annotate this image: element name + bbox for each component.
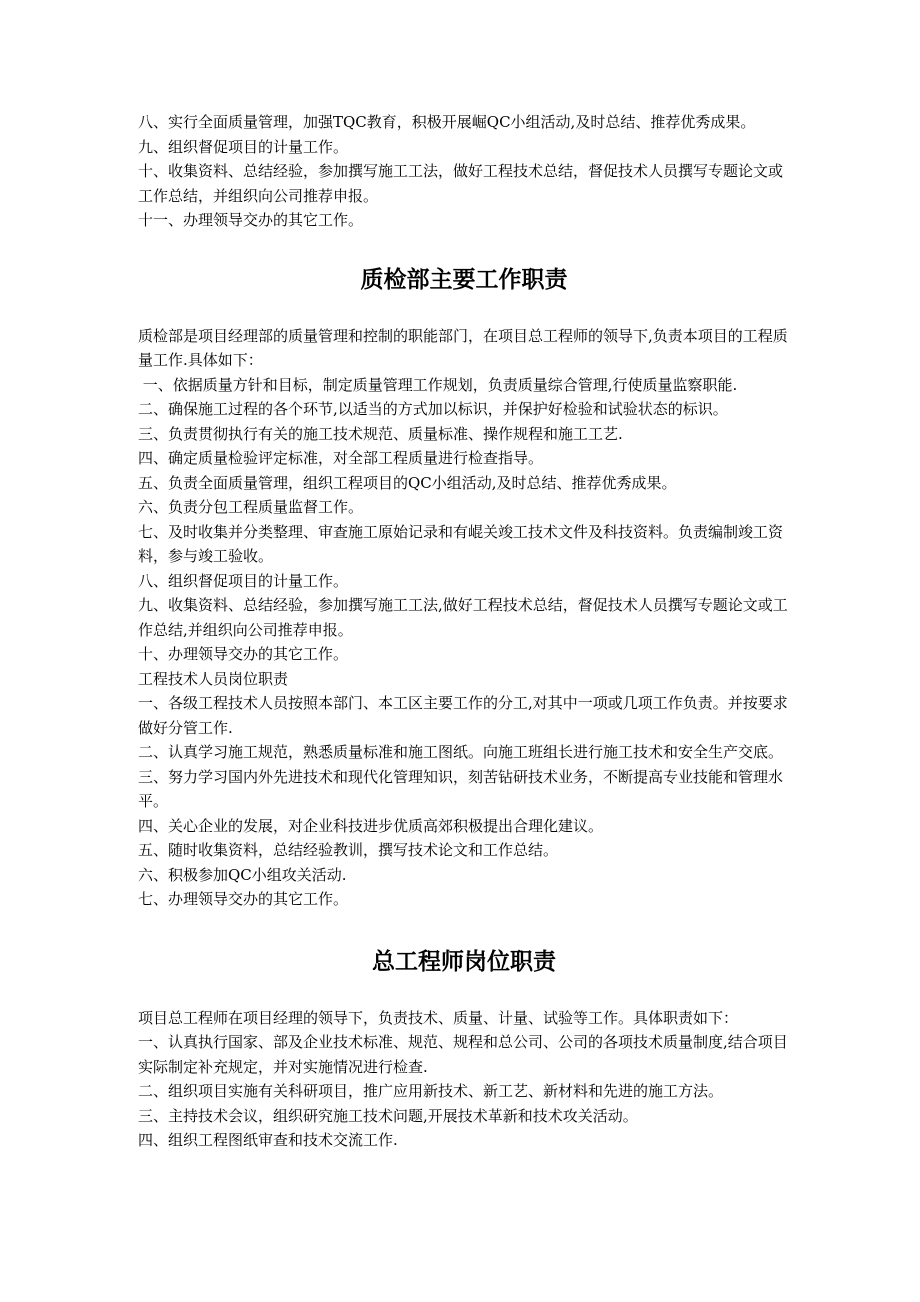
paragraph: 六、负责分包工程质量监督工作。 bbox=[138, 498, 364, 516]
paragraph: 一、依据质量方针和目标，制定质量管理工作规划，负责质量综合管理,行使质量监察职能. bbox=[138, 375, 738, 394]
paragraph: 八、组织督促项目的计量工作。 bbox=[138, 571, 349, 590]
paragraph: 二、组织项目实施有关科研项目，推广应用新技术、新工艺、新材料和先进的施工方法。 bbox=[138, 1082, 724, 1100]
subheading-engineers: 工程技术人员岗位职责 bbox=[138, 669, 289, 688]
section-top bbox=[138, 110, 790, 233]
paragraph: 三、负责贯彻执行有关的施工技术规范、质量标准、操作规程和施工工艺. bbox=[138, 424, 623, 443]
paragraph: 三、努力学习国内外先进技术和现代化管理知识，刻苦钻研技术业务，不断提高专业技能和管理水平。 bbox=[138, 767, 784, 810]
paragraph: 二、认真学习施工规范，熟悉质量标准和施工图纸。向施工班组长进行施工技术和安全生产交底。 bbox=[138, 743, 784, 761]
section-chief-engineer bbox=[138, 1006, 790, 1153]
paragraph: 一、各级工程技术人员按照本部门、本工区主要工作的分工,对其中一项或几项工作负责。并按要求做好分管工作. bbox=[138, 694, 788, 737]
paragraph: 四、组织工程图纸审查和技术交流工作. bbox=[138, 1131, 398, 1149]
section-quality bbox=[138, 324, 790, 912]
paragraph: 二、确保施工过程的各个环节,以适当的方式加以标识，并保护好检验和试验状态的标识。 bbox=[138, 400, 728, 418]
quality-dept-title: 质检部主要工作职责 bbox=[360, 266, 568, 293]
paragraph: 十、收集资料、总结经验，参加撰写施工工法，做好工程技术总结，督促技术人员撰写专题论文或工作总结，并组织向公司推荐申报。 bbox=[138, 162, 784, 205]
paragraph: 九、收集资料、总结经验，参加撰写施工工法,做好工程技术总结，督促技术人员撰写专题论文或工作总结,并组织向公司推荐申报。 bbox=[138, 596, 788, 639]
paragraph: 一、认真执行国家、部及企业技术标准、规范、规程和总公司、公司的各项技术质量制度,结合项目实际制定补充规定，并对实施情况进行检查. bbox=[138, 1033, 788, 1076]
paragraph: 四、确定质量检验评定标准，对全部工程质量进行检查指导。 bbox=[138, 449, 544, 467]
paragraph: 五、随时收集资料，总结经验教训，撰写技术论文和工作总结。 bbox=[138, 841, 559, 859]
paragraph: 九、组织督促项目的计量工作。 bbox=[138, 137, 349, 156]
paragraph: 十、办理领导交办的其它工作。 bbox=[138, 645, 349, 663]
paragraph: 四、关心企业的发展，对企业科技进步优质高郊积极提出合理化建议。 bbox=[138, 816, 604, 835]
paragraph: 五、负责全面质量管理，组织工程项目的QC小组活动,及时总结、推荐优秀成果。 bbox=[138, 473, 677, 492]
paragraph: 十一、办理领导交办的其它工作。 bbox=[138, 211, 364, 229]
paragraph: 项目总工程师在项目经理的领导下，负责技术、质量、计量、试验等工作。具体职责如下： bbox=[138, 1008, 739, 1027]
intro-paragraph: 质检部是项目经理部的质量管理和控制的职能部门，在项目总工程师的领导下,负责本项目的工程质量工作.具体如下： bbox=[138, 326, 788, 369]
paragraph: 七、办理领导交办的其它工作。 bbox=[138, 890, 349, 908]
paragraph: 八、实行全面质量管理，加强TQC教育，积极开展崛QC小组活动,及时总结、推荐优秀成果。 bbox=[138, 113, 756, 131]
paragraph: 七、及时收集并分类整理、审查施工原始记录和有崐关竣工技术文件及科技资料。负责编制竣工资料，参与竣工验收。 bbox=[138, 522, 784, 565]
paragraph: 三、主持技术会议，组织研究施工技术问题,开展技术革新和技术攻关活动。 bbox=[138, 1106, 638, 1125]
chief-engineer-title: 总工程师岗位职责 bbox=[372, 948, 556, 975]
paragraph: 六、积极参加QC小组攻关活动. bbox=[138, 865, 347, 884]
